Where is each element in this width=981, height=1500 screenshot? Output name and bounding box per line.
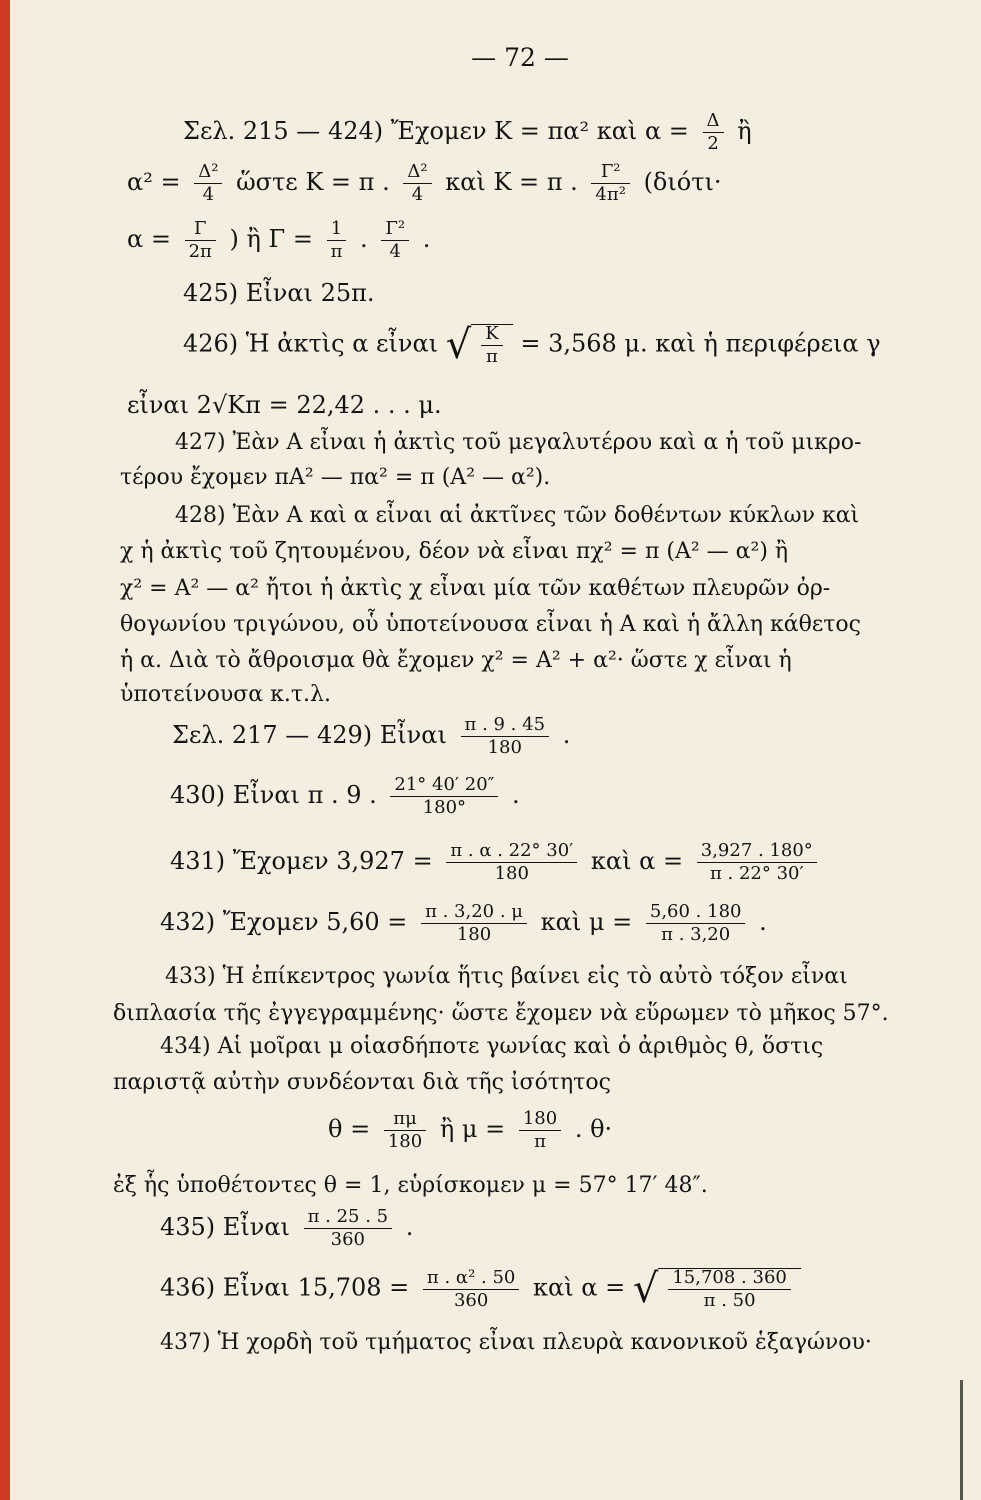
text-line-429: Σελ. 217 — 429) Εἶναι $\frac{\pi . 9 . 45}{180}$ . — [172, 714, 571, 758]
text-line-formula-1: α² = $\frac{\text{Δ²}}{4}$ ὥστε Κ = π . $\frac{\text{Δ²}}{4}$ καὶ Κ = π . $\frac{\text{Γ²}}{\text{4π²}}$ (διότι· — [127, 161, 722, 205]
page-edge-mark — [960, 1380, 963, 1500]
text-line-428: 428) Ἐὰν Α καὶ α εἶναι αἱ ἀκτῖνες τῶν δοθέντων κύκλων καὶ — [175, 503, 860, 528]
text-line-428-d: θογωνίου τριγώνου, οὗ ὑποτείνουσα εἶναι ἡ Α καὶ ἡ ἄλλη κάθετος — [120, 612, 861, 637]
text-line-428-b: χ ἡ ἀκτὶς τοῦ ζητουμένου, δέον νὰ εἶναι πχ² = π (Α² — α²) ἢ — [120, 539, 789, 564]
text-line-433-cont: διπλασία τῆς ἐγγεγραμμένης· ὥστε ἔχομεν νὰ εὕρωμεν τὸ μῆκος 57°. — [113, 1001, 889, 1026]
page-number: — 72 — — [471, 43, 569, 72]
text-line-434-result: ἐξ ἧς ὑποθέτοντες θ = 1, εὑρίσκομεν μ = 57° 17′ 48″. — [113, 1173, 708, 1198]
sqrt-sign: √ — [445, 322, 472, 368]
text-line-formula-2: α = $\frac{\Gamma}{2\pi}$ ) ἢ Γ = $\frac{1}{\pi}$ . $\frac{\text{Γ²}}{4}$ . — [127, 218, 431, 262]
text-line-430: 430) Εἶναι π . 9 . $\frac{21^\circ 40' 20''}{180^\circ}$ . — [170, 774, 520, 818]
text-line-426: 426) Ἡ ἀκτὶς α εἶναι √ $\frac{K}{\pi}$ = 3,568 μ. καὶ ἡ περιφέρεια γ — [183, 322, 881, 368]
text-line-428-f: ὑποτείνουσα κ.τ.λ. — [120, 682, 331, 707]
text-line-428-c: χ² = Α² — α² ἤτοι ἡ ἀκτὶς χ εἶναι μία τῶν καθέτων πλευρῶν ὀρ- — [120, 576, 831, 601]
text-line-431: 431) Ἔχομεν 3,927 = $\frac{\pi . \alpha . 22^\circ 30'}{180}$ καὶ α = $\frac{3,927 . 180^\circ}{\pi . 22^\circ 30'}$ — [170, 842, 823, 883]
text-line-424: Σελ. 215 — 424) Ἔχομεν Κ = πα² καὶ α = $\frac{\Delta}{2}$ ἢ — [183, 110, 752, 154]
text-line-427-cont: τέρου ἔχομεν πΑ² — πα² = π (Α² — α²). — [120, 465, 551, 490]
text-line-437: 437) Ἡ χορδὴ τοῦ τμήματος εἶναι πλευρὰ κανονικοῦ ἑξαγώνου· — [160, 1330, 872, 1355]
text-line-433: 433) Ἡ ἐπίκεντρος γωνία ἥτις βαίνει εἰς τὸ αὐτὸ τόξον εἶναι — [165, 964, 848, 989]
text-line-428-e: ἡ α. Διὰ τὸ ἄθροισμα θὰ ἔχομεν χ² = Α² + α²· ὥστε χ εἶναι ἡ — [120, 648, 792, 673]
fraction: $\frac{\Delta}{2}$ — [703, 112, 724, 153]
text-line-434: 434) Αἱ μοῖραι μ οἱασδήποτε γωνίας καὶ ὁ ἀριθμὸς θ, ὅστις — [160, 1034, 824, 1059]
text-line-436: 436) Εἶναι 15,708 = $\frac{\text{π . α² . 50}}{360}$ καὶ α = √ $\frac{15,708 . 360}{\pi . 50}$ — [160, 1268, 801, 1310]
text-line-435: 435) Εἶναι $\frac{\pi . 25 . 5}{360}$ . — [160, 1206, 414, 1250]
sqrt-sign: √ — [632, 1266, 659, 1312]
text-line-432: 432) Ἔχομεν 5,60 = $\frac{\pi . 3,20 . \mu}{180}$ καὶ μ = $\frac{5,60 . 180}{\pi . 3,20}$ . — [160, 901, 767, 945]
text-line-425: 425) Εἶναι 25π. — [183, 279, 375, 307]
text-line-434-cont: παριστᾷ αὐτὴν συνδέονται διὰ τῆς ἰσότητος — [113, 1070, 611, 1095]
text-line-434-formula: θ = $\frac{\pi\mu}{180}$ ἢ μ = $\frac{180}{\pi}$ . θ· — [328, 1108, 613, 1152]
text-line-426-cont: εἶναι 2√Κπ = 22,42 . . . μ. — [127, 391, 442, 419]
text-line-427: 427) Ἐὰν Α εἶναι ἡ ἀκτὶς τοῦ μεγαλυτέρου καὶ α ἡ τοῦ μικρο- — [175, 430, 862, 455]
